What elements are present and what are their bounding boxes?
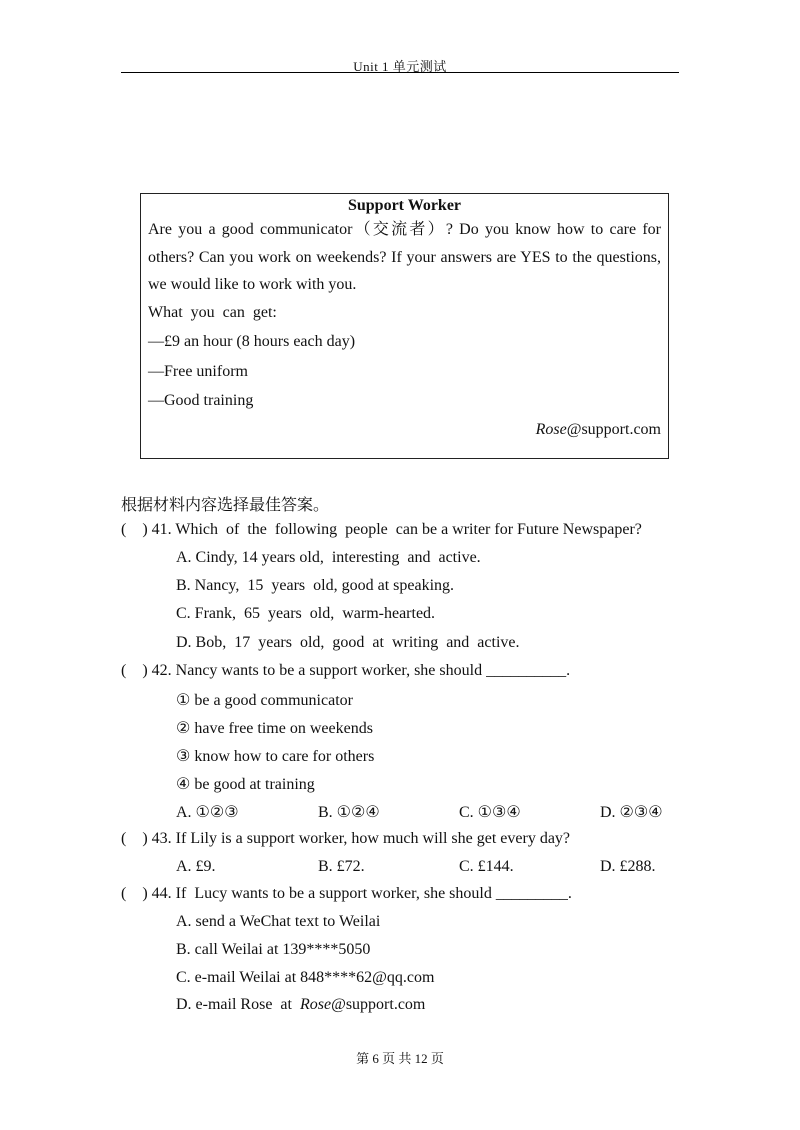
question-43-stem: ( ) 43. If Lily is a support worker, how much will she get every day? bbox=[121, 830, 571, 847]
question-42-item-4: ④ be good at training bbox=[176, 776, 315, 793]
ad-email-name: Rose bbox=[535, 420, 567, 438]
ad-benefit-pay: —£9 an hour (8 hours each day) bbox=[148, 333, 356, 350]
question-44-stem: ( ) 44. If Lucy wants to be a support worker, she should _________. bbox=[121, 885, 572, 902]
page-footer: 第 6 页 共 12 页 bbox=[356, 1051, 444, 1066]
question-44-option-b: B. call Weilai at 139****5050 bbox=[176, 941, 371, 958]
header-rule bbox=[121, 72, 679, 73]
instruction: 根据材料内容选择最佳答案。 bbox=[121, 497, 330, 514]
ad-title: Support Worker bbox=[347, 197, 462, 214]
question-41-option-a: A. Cindy, 14 years old, interesting and active. bbox=[176, 549, 481, 566]
question-44-option-d-domain: @support.com bbox=[331, 996, 426, 1013]
page-header-title: Unit 1 单元测试 bbox=[353, 59, 447, 74]
question-42-option-d: D. ②③④ bbox=[600, 804, 663, 821]
ad-benefit-training: —Good training bbox=[148, 392, 254, 409]
question-41-stem: ( ) 41. Which of the following people can be a writer for Future Newspaper? bbox=[121, 521, 642, 538]
ad-line-3: we would like to work with you. bbox=[148, 276, 357, 293]
question-43-option-a: A. £9. bbox=[176, 858, 216, 875]
question-42-item-3: ③ know how to care for others bbox=[176, 748, 375, 765]
question-44-option-d bbox=[176, 996, 425, 1014]
question-42-option-b: B. ①②④ bbox=[318, 804, 380, 821]
question-42-item-2: ② have free time on weekends bbox=[176, 720, 373, 737]
ad-benefit-uniform: —Free uniform bbox=[148, 362, 248, 380]
ad-line-2: others? Can you work on weekends? If your answers are YES to the questions, bbox=[148, 248, 661, 266]
question-43-option-d: D. £288. bbox=[600, 858, 656, 875]
question-41-option-c: C. Frank, 65 years old, warm-hearted. bbox=[176, 605, 436, 622]
question-43-option-c: C. £144. bbox=[459, 858, 514, 875]
question-44-option-a: A. send a WeChat text to Weilai bbox=[176, 913, 381, 930]
question-41-option-b: B. Nancy, 15 years old, good at speaking. bbox=[176, 577, 455, 594]
question-44-option-c: C. e-mail Weilai at 848****62@qq.com bbox=[176, 969, 435, 986]
support-worker-ad bbox=[140, 193, 669, 459]
question-42-option-c: C. ①③④ bbox=[459, 804, 521, 821]
ad-email bbox=[148, 416, 661, 444]
question-43-option-b: B. £72. bbox=[318, 858, 365, 875]
question-44-option-d-name: Rose bbox=[299, 996, 332, 1013]
question-42-stem: ( ) 42. Nancy wants to be a support worker, she should __________. bbox=[121, 662, 571, 679]
ad-line-4: What you can get: bbox=[148, 303, 277, 321]
ad-email-domain: @support.com bbox=[566, 420, 661, 438]
question-41-option-d: D. Bob, 17 years old, good at writing and active. bbox=[176, 634, 520, 651]
ad-line-1: Are you a good communicator（交流者）? Do you know how to care for bbox=[148, 221, 661, 238]
question-42-item-1: ① be a good communicator bbox=[176, 692, 353, 709]
question-44-option-d-prefix: D. e-mail Rose at bbox=[176, 996, 300, 1013]
question-42-option-a: A. ①②③ bbox=[176, 804, 239, 821]
